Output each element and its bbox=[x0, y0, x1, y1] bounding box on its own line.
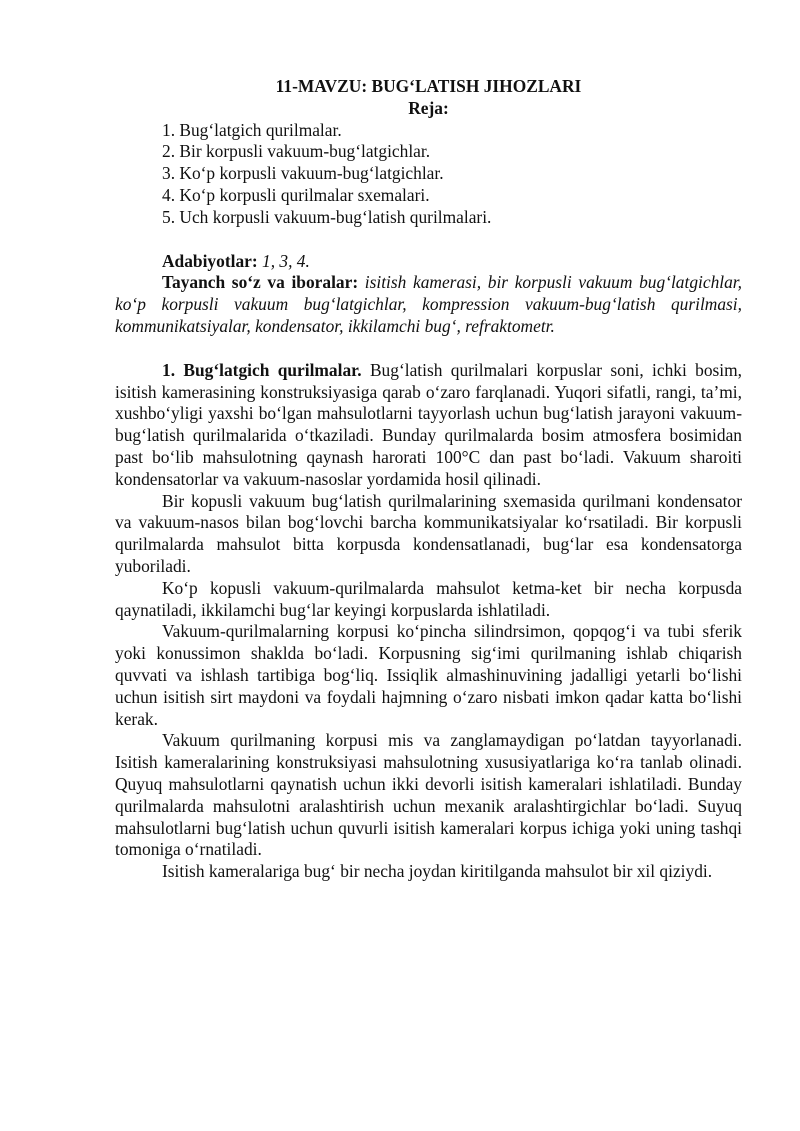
body-paragraph: Ko‘p kopusli vakuum-qurilmalarda mahsulot ketma-ket bir necha korpusda qaynatiladi, ikkilamchi bug‘lar keyingi korpuslarda ishlatiladi. bbox=[115, 577, 742, 620]
keywords-text: isitish kamerasi, bir korpusli vakuum bug‘latgichlar, ko‘p korpusli vakuum bug‘latgichlar, kompression vakuum-bug‘latish qurilmasi, kommunikatsiyalar, kondensator, ikkilamchi bug‘, refraktometr. bbox=[115, 272, 742, 336]
section1-paragraph bbox=[115, 360, 742, 491]
keywords-label: Tayanch so‘z va iboralar: bbox=[162, 272, 359, 293]
plan-item: 4. Ko‘p korpusli qurilmalar sxemalari. bbox=[162, 184, 430, 205]
body-paragraph: Vakuum qurilmaning korpusi mis va zanglamaydigan po‘latdan tayyorlanadi. Isitish kameralarining konstruksiyasi mahsulotning xususiyatlariga ko‘ra tanlab olinadi. Quyuq mahsulotlarni qaynatish uchun ikki devorli isitish kameralari ishlatiladi. Bunday qurilmalarda mahsulotni aralashtirish uchun mexanik aralashtirgichlar bo‘ladi. Suyuq mahsulotlarni bug‘latish uchun quvurli isitish kameralari korpus ichiga yoki uning tashqi tomoniga o‘rnatiladi. bbox=[115, 730, 742, 860]
plan-item: 3. Ko‘p korpusli vakuum-bug‘latgichlar. bbox=[162, 163, 444, 184]
spacer bbox=[115, 338, 742, 360]
spacer bbox=[115, 229, 742, 251]
body-paragraph: Bir kopusli vakuum bug‘latish qurilmalarining sxemasida qurilmani kondensator va vakuum-nasos bilan bog‘lovchi barcha kommunikatsiyalar ko‘rsatiladi. Bir korpusli qurilmalarda mahsulot bitta korpusda kondensatlanadi, bug‘lar esa kondensatorga yuboriladi. bbox=[115, 490, 742, 576]
literature-line bbox=[115, 251, 742, 273]
keywords-paragraph bbox=[115, 272, 742, 337]
section1-lead: Bug‘latish qurilmalari korpuslar soni, ichki bosim, isitish kamerasining konstruksiyasiga qarab o‘zaro farqlanadi. Yuqori sifatli, rangi, ta’mi, xushbo‘yligi yaxshi bo‘lgan mahsulotlarni tayyorlash uchun bug‘latish jarayoni vakuum-bug‘latish qurilmalarida o‘tkaziladi. Bunday qurilmalarda bosim atmosfera bosimidan past bo‘lib mahsulotning qaynash harorati 100°C dan past bo‘ladi. Vakuum sharoiti kondensatorlar va vakuum-nasoslar yordamida hosil qilinadi. bbox=[115, 359, 742, 489]
document-title: 11-MAVZU: BUG‘LATISH JIHOZLARI bbox=[275, 76, 582, 96]
plan-heading: Reja: bbox=[408, 97, 449, 118]
plan-list bbox=[115, 120, 742, 229]
body-paragraph: Vakuum-qurilmalarning korpusi ko‘pincha silindrsimon, qopqog‘i va tubi sferik yoki konussimon shaklda bo‘ladi. Korpusning sig‘imi qurilmaning ishlab chiqarish quvvati va ishlash tartibiga bog‘liq. Issiqlik almashinuvining jadalligi yetarli bo‘lishi uchun isitish sirt maydoni va foydali hajmning o‘zaro nisbati imkon qadar katta bo‘lishi kerak. bbox=[115, 621, 742, 729]
section1-heading: 1. Bug‘latgich qurilmalar. bbox=[162, 359, 362, 380]
literature-label: Adabiyotlar: bbox=[162, 250, 258, 271]
document-page bbox=[115, 76, 742, 883]
plan-item: 1. Bug‘latgich qurilmalar. bbox=[162, 119, 342, 140]
plan-item: 2. Bir korpusli vakuum-bug‘latgichlar. bbox=[162, 141, 431, 162]
body-paragraph: Isitish kameralariga bug‘ bir necha joydan kiritilganda mahsulot bir xil qiziydi. bbox=[162, 861, 713, 882]
literature-refs: 1, 3, 4. bbox=[262, 250, 310, 271]
plan-item: 5. Uch korpusli vakuum-bug‘latish qurilmalari. bbox=[162, 206, 492, 227]
